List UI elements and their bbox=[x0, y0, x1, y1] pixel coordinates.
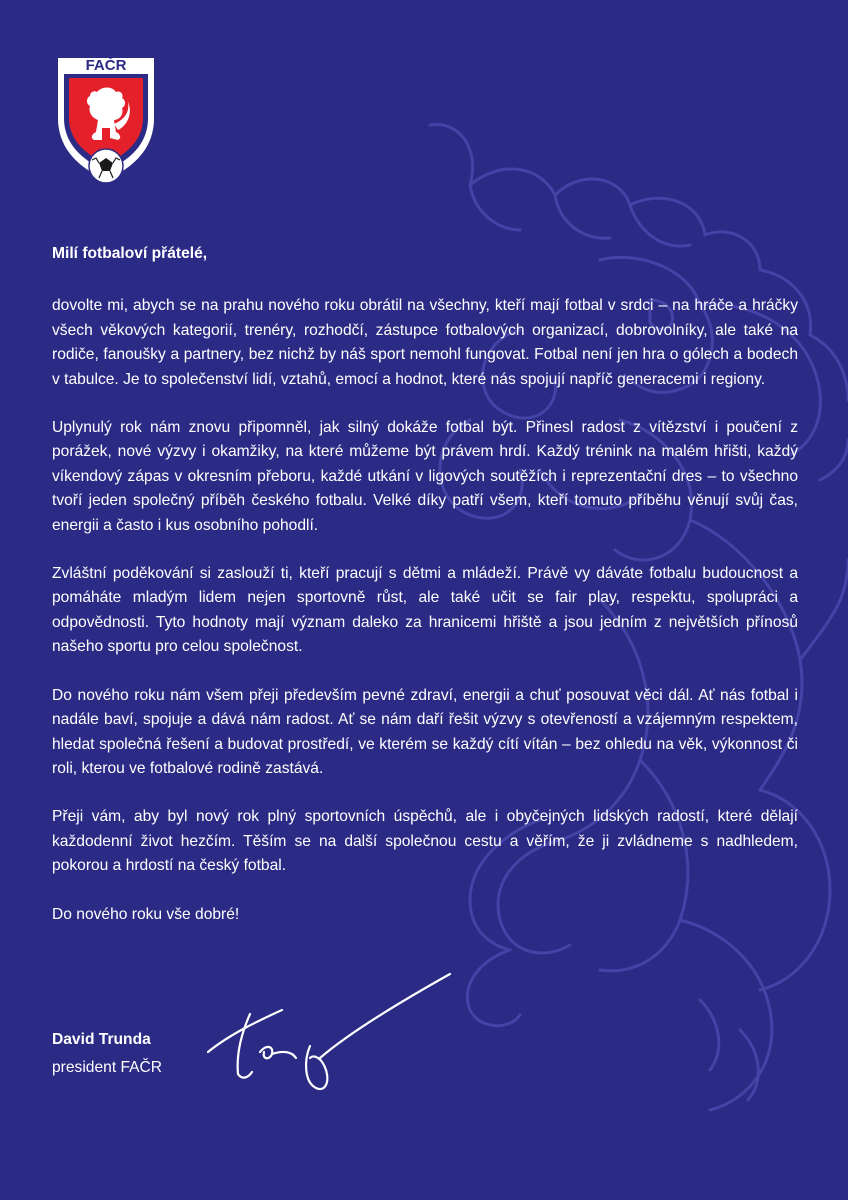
letter-paragraph: Uplynulý rok nám znovu připomněl, jak silný dokáže fotbal být. Přinesl radost z vítězství i poučení z porážek, nové výzvy i okamžiky, na které můžeme být právem hrdí. Každý trénink na malém hřišti, každý víkendový zápas v okresním přeboru, každé utkání v ligových soutěžích i reprezentační dres – to všechno tvoří jeden společný příběh českého fotbalu. Velké díky patří všem, kteří tomuto příběhu věnují svůj čas, energii a často i kus osobního pohodlí. bbox=[52, 419, 798, 534]
letter-paragraph: Do nového roku nám všem přeji především pevné zdraví, energii a chuť posouvat věci dál. Ať nás fotbal i nadále baví, spojuje a dává nám radost. Ať se nám daří řešit výzvy s otevřeností a vzájemným respektem, hledat společná řešení a budovat prostředí, ve kterém se každý cítí vítán – bez ohledu na věk, výkonnost či roli, kterou ve fotbalové rodině zastává. bbox=[52, 686, 798, 777]
letter-paragraph: Přeji vám, aby byl nový rok plný sportovních úspěchů, ale i obyčejných lidských radostí, které dělají každodenní život hezčím. Těším se na další společnou cestu a věřím, že ji zvládneme s nadhledem, pokorou a hrdostí na český fotbal. bbox=[52, 808, 798, 875]
letter-greeting: Milí fotbaloví přátelé, bbox=[52, 245, 208, 262]
signer-name: David Trunda bbox=[52, 1031, 151, 1048]
letter-paragraph: Zvláštní poděkování si zaslouží ti, kteří pracují s dětmi a mládeží. Právě vy dáváte fotbalu budoucnost a pomáháte mladým lidem nejen sportovně růst, ale také učit se fair play, respektu, spolupráci a odpovědnosti. Tyto hodnoty mají význam daleko za hranicemi hřiště a jsou jedním z největších přínosů našeho sportu pro celou společnost. bbox=[52, 565, 798, 656]
facr-logo-icon bbox=[52, 40, 160, 188]
signer-title: president FAČR bbox=[52, 1059, 163, 1076]
signature-block bbox=[52, 1026, 162, 1082]
logo-text: FAČR bbox=[85, 57, 127, 74]
handwritten-signature-icon bbox=[200, 962, 470, 1102]
letter-paragraph: dovolte mi, abych se na prahu nového roku obrátil na všechny, kteří mají fotbal v srdci – na hráče a hráčky všech věkových kategorií, trenéry, rozhodčí, zástupce fotbalových organizací, dobrovolníky, ale také na rodiče, fanoušky a partnery, bez nichž by náš sport nemohl fungovat. Fotbal není jen hra o gólech a bodech v tabulce. Je to společenství lidí, vztahů, emocí a hodnot, které nás spojují napříč generacemi i regiony. bbox=[52, 297, 798, 388]
letter-body bbox=[52, 242, 798, 927]
letter-closing: Do nového roku vše dobré! bbox=[52, 905, 240, 923]
